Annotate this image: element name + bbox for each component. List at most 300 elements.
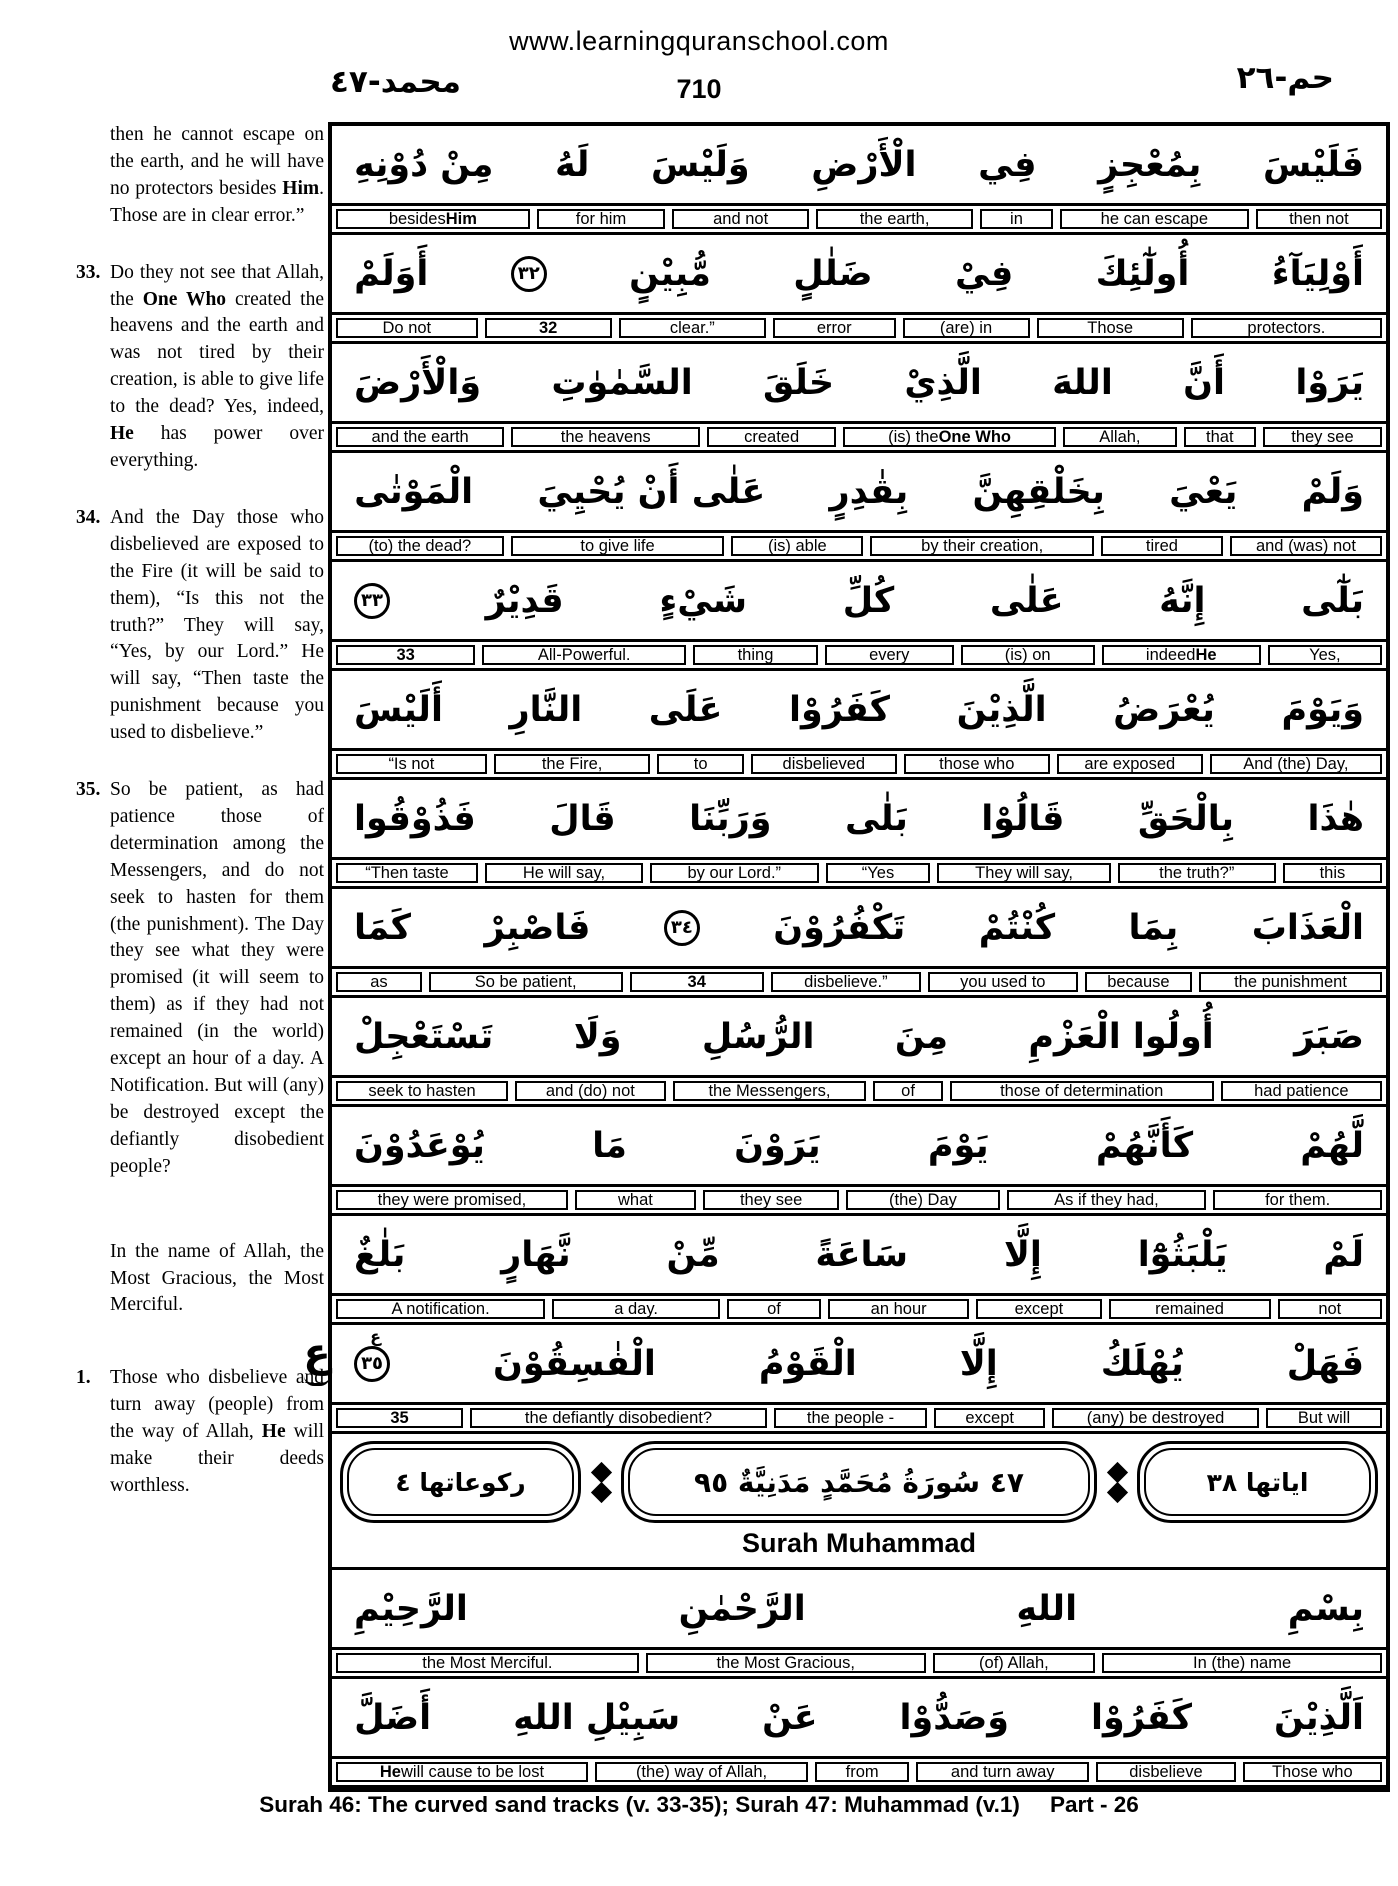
arabic-word: خَلَقَ: [763, 362, 835, 403]
arabic-verse-row: [332, 1679, 1386, 1756]
translation-cell: [336, 1762, 588, 1782]
translation-cell: [336, 754, 487, 774]
text-segment: 32: [538, 318, 558, 337]
translation-cell: [470, 1408, 767, 1428]
translation-cell: [515, 1081, 665, 1101]
text-segment: And (the) Day,: [1243, 754, 1349, 773]
arabic-word: عَلٰى: [989, 580, 1064, 621]
text-segment: he can escape: [1100, 209, 1209, 228]
arabic-word: بِمُعْجِزٍ: [1098, 144, 1202, 185]
translation-paragraph: [76, 1365, 324, 1500]
surah-name-cartouche: ٤٧ سُورَةُ مُحَمَّدٍ مَدَنِيَّةٌ ٩٥: [621, 1441, 1097, 1523]
text-segment: and (do) not: [545, 1081, 635, 1100]
arabic-word: كَمَا: [354, 907, 412, 948]
translation-paragraph: [76, 1239, 324, 1320]
arabic-word: بِخَلْقِهِنَّ: [972, 471, 1105, 512]
translation-cell: [1063, 427, 1177, 447]
translation-cell: [1118, 863, 1276, 883]
text-segment: for them.: [1265, 1190, 1331, 1209]
translation-cell: [916, 1762, 1089, 1782]
arabic-word: وَصَدُّوْا: [899, 1697, 1010, 1738]
text-segment: Allah,: [1099, 427, 1141, 446]
verse-number-arabic: ٣٣: [361, 590, 384, 611]
text-segment: clear.”: [669, 318, 715, 337]
translation-cell: [1057, 754, 1203, 774]
surah46-rows: [332, 126, 1386, 1434]
translation-cell: [1096, 1762, 1235, 1782]
arabic-word: أُولٰٓئِكَ: [1095, 253, 1190, 294]
arabic-word: أَوْلِيَآءُ: [1271, 253, 1364, 294]
arabic-word: يُوْعَدُوْنَ: [354, 1125, 485, 1166]
arabic-word: اللهِ: [1016, 1588, 1078, 1629]
arabic-word: تَكْفُرُوْنَ: [773, 907, 906, 948]
text-segment: (is) on: [1004, 645, 1051, 664]
text-segment: “Then taste: [365, 863, 449, 882]
translation-cell: [937, 863, 1110, 883]
text-segment: an hour: [870, 1299, 927, 1318]
english-translation-column: [76, 122, 324, 1500]
translation-cell: [774, 1408, 927, 1428]
arabic-word: كُنْتُمْ: [978, 907, 1056, 948]
arabic-word: السَّمٰوٰتِ: [551, 362, 693, 403]
text-segment: disbelieve: [1129, 1762, 1203, 1781]
translation-cell: [1191, 318, 1382, 338]
text-segment: 35: [390, 1408, 409, 1427]
text-segment: and not: [713, 209, 769, 228]
text-segment: indeed: [1145, 645, 1196, 664]
text-segment: from: [845, 1762, 879, 1781]
verse-number: 33.: [76, 261, 101, 283]
text-segment: besides: [388, 209, 446, 228]
translation-cell: [630, 972, 764, 992]
translation-cell: [1199, 972, 1382, 992]
arabic-word: مُّبِيْنٍ: [629, 253, 711, 294]
arabic-verse-row: [332, 1216, 1386, 1293]
arabic-word: وَرَبِّنَا: [689, 798, 772, 839]
translation-cell: [672, 209, 809, 229]
text-segment: (the) way of Allah,: [635, 1762, 768, 1781]
arabic-word: لَمْ: [1323, 1234, 1364, 1275]
word-translation-row: [332, 1647, 1386, 1679]
arabic-word: فَاصْبِرْ: [484, 907, 591, 948]
arabic-word: الرُّسُلِ: [701, 1016, 815, 1057]
translation-cell: [707, 427, 836, 447]
arabic-word: بَلٰٓى: [1301, 580, 1364, 621]
text-segment: to: [693, 754, 708, 773]
arabic-verse-row: [332, 126, 1386, 203]
arabic-verse-row: [332, 1570, 1386, 1647]
arabic-word: مِّنْ: [666, 1234, 720, 1275]
text-segment: as: [370, 972, 388, 991]
text-segment: the Most Merciful.: [422, 1653, 553, 1672]
text-segment: 33: [396, 645, 415, 664]
text-segment: disbelieve.”: [804, 972, 888, 991]
surah-title-english: Surah Muhammad: [741, 1528, 977, 1558]
translation-cell: [846, 1190, 999, 1210]
word-by-word-table: [328, 122, 1390, 1792]
translation-cell: [336, 536, 504, 556]
arabic-verse-row: [332, 1325, 1386, 1402]
text-segment: One Who: [142, 288, 227, 310]
word-translation-row: [332, 748, 1386, 780]
text-segment: the truth?”: [1159, 863, 1235, 882]
translation-cell: [1256, 209, 1382, 229]
text-segment: “Is not: [388, 754, 435, 773]
arabic-word: عَلٰى أَنْ يُحْيِيَ: [537, 471, 766, 512]
translation-cell: [826, 863, 931, 883]
translation-cell: [1102, 1653, 1382, 1673]
banner-cartouches: [340, 1441, 1378, 1523]
arabic-word: يَرَوْنَ: [734, 1125, 821, 1166]
text-segment: (is) the: [888, 427, 939, 446]
translation-cell: [703, 1190, 840, 1210]
text-segment: a day.: [614, 1299, 658, 1318]
arabic-word: وَيَوْمَ: [1281, 689, 1364, 730]
arabic-verse-row: [332, 562, 1386, 639]
arabic-word: الْأَرْضِ: [811, 144, 917, 185]
site-url: www.learningquranschool.com: [509, 26, 889, 56]
arabic-word: قَدِيْرٌ: [485, 580, 564, 621]
text-segment: then he cannot escape on the earth, and he will have no protectors besides: [110, 124, 324, 199]
text-segment: . Those are in clear error.”: [110, 177, 324, 226]
arabic-word: فِيْ: [954, 253, 1014, 294]
translation-cell: [816, 209, 973, 229]
text-segment: of: [767, 1299, 781, 1318]
word-translation-row: [332, 1402, 1386, 1434]
translation-cell: [950, 1081, 1214, 1101]
text-segment: those of determination: [1000, 1081, 1164, 1100]
text-segment: and the earth: [371, 427, 469, 446]
translation-cell: [828, 1299, 969, 1319]
arabic-word: الَّذِيْنَ: [956, 689, 1047, 730]
arabic-word: يَوْمَ: [927, 1125, 989, 1166]
translation-cell: [1102, 645, 1261, 665]
text-segment: They will say,: [975, 863, 1073, 882]
text-segment: the Fire,: [541, 754, 603, 773]
text-segment: 34: [687, 972, 706, 991]
text-segment: because: [1107, 972, 1170, 991]
text-segment: the Most Gracious,: [716, 1653, 855, 1672]
word-translation-row: [332, 857, 1386, 889]
arabic-word: النَّارِ: [509, 689, 583, 730]
translation-cell: [903, 318, 1030, 338]
word-translation-row: [332, 312, 1386, 344]
text-segment: you used to: [960, 972, 1046, 991]
arabic-word: الْعَذَابَ: [1251, 907, 1364, 948]
translation-cell: [771, 972, 921, 992]
text-segment: those who: [939, 754, 1015, 773]
verse-number: 1.: [76, 1367, 91, 1389]
text-segment: this: [1319, 863, 1346, 882]
arabic-word: صَبَرَ: [1294, 1016, 1364, 1057]
text-segment: to give life: [580, 536, 655, 555]
translation-cell: [1109, 1299, 1271, 1319]
translation-cell: [336, 1408, 463, 1428]
text-segment: He: [261, 1421, 286, 1443]
verse-number-circle: [511, 256, 547, 292]
arabic-word: إِلَّا: [959, 1343, 998, 1384]
text-segment: As if they had,: [1054, 1190, 1159, 1209]
translation-cell: [646, 1653, 926, 1673]
arabic-word: سَاعَةً: [815, 1234, 909, 1275]
word-translation-row: [332, 421, 1386, 453]
arabic-word: فِي: [978, 144, 1037, 185]
arabic-word: وَالْأَرْضَ: [354, 362, 482, 403]
translation-cell: [1266, 1408, 1382, 1428]
text-segment: (to) the dead?: [368, 536, 472, 555]
translation-cell: [1221, 1081, 1382, 1101]
header-juz-ref: حم-٢٦: [1236, 60, 1334, 96]
arabic-word: عَلَى: [648, 689, 723, 730]
translation-cell: [1101, 536, 1223, 556]
translation-cell: [1007, 1190, 1207, 1210]
text-segment: the defiantly disobedient?: [524, 1408, 713, 1427]
translation-cell: [1230, 536, 1382, 556]
text-segment: Those who: [1271, 1762, 1353, 1781]
text-segment: they were promised,: [377, 1190, 527, 1209]
verse-number-circle: [354, 1326, 390, 1382]
ruku-flourish: [304, 1376, 330, 1386]
translation-cell: [727, 1299, 821, 1319]
arabic-word: أَلَيْسَ: [354, 689, 443, 730]
translation-cell: [336, 318, 478, 338]
text-segment: Him: [445, 209, 477, 228]
text-segment: Him: [282, 177, 320, 199]
verse-number-arabic: ٣٤: [670, 917, 693, 938]
verse-number: 35.: [76, 779, 101, 801]
translation-cell: [1263, 427, 1382, 447]
arabic-word: الْمَوْتٰى: [354, 471, 474, 512]
arabic-word: بِسْمِ: [1287, 1588, 1364, 1629]
arabic-word: بِمَا: [1128, 907, 1179, 948]
translation-cell: [336, 1190, 568, 1210]
text-segment: the earth,: [859, 209, 930, 228]
arabic-word: الرَّحِيْمِ: [354, 1588, 468, 1629]
translation-cell: [537, 209, 666, 229]
translation-cell: [336, 1299, 545, 1319]
footer-part-number: Part - 26: [1049, 1792, 1139, 1817]
surah47-rows: [332, 1570, 1386, 1788]
text-segment: (of) Allah,: [979, 1653, 1049, 1672]
translation-cell: [575, 1190, 696, 1210]
text-segment: every: [869, 645, 910, 664]
text-segment: So be patient,: [474, 972, 577, 991]
text-segment: A notification.: [391, 1299, 490, 1318]
verse-number: 34.: [76, 506, 101, 528]
translation-cell: [751, 754, 897, 774]
translation-cell: [980, 209, 1053, 229]
page-footer: [0, 1792, 1398, 1818]
translation-cell: [336, 863, 478, 883]
word-translation-row: [332, 966, 1386, 998]
text-segment: the Messengers,: [708, 1081, 831, 1100]
text-segment: protectors.: [1247, 318, 1326, 337]
translation-cell: [934, 1408, 1045, 1428]
translation-cell: [1184, 427, 1256, 447]
text-segment: the punishment: [1234, 972, 1347, 991]
word-translation-row: [332, 530, 1386, 562]
arabic-word: بِالْحَقِّ: [1137, 798, 1235, 839]
translation-cell: [336, 427, 504, 447]
translation-cell: [336, 209, 530, 229]
text-segment: the people -: [806, 1408, 895, 1427]
arabic-word: مِنْ دُوْنِهِ: [354, 144, 494, 185]
text-segment: the heavens: [560, 427, 651, 446]
arabic-word: شَيْءٍ: [659, 580, 748, 621]
header-surah-ref: محمد-٤٧: [330, 64, 461, 100]
arabic-word: هٰذَا: [1307, 798, 1364, 839]
arabic-word: الْفٰسِقُوْنَ: [492, 1343, 656, 1384]
translation-cell: [511, 536, 725, 556]
translation-cell: [815, 1762, 909, 1782]
translation-cell: [595, 1762, 808, 1782]
text-segment: created: [744, 427, 800, 446]
arabic-word: الرَّحْمٰنِ: [678, 1588, 806, 1629]
arabic-word: يُعْرَضُ: [1113, 689, 1215, 730]
arabic-verse-row: [332, 235, 1386, 312]
arabic-word: وَلَيْسَ: [651, 144, 750, 185]
ruku-count-cartouche: ركوعاتها ٤: [340, 1441, 581, 1523]
translation-cell: [552, 1299, 720, 1319]
footer-surah-range: Surah 46: The curved sand tracks (v. 33-35); Surah 47: Muhammad (v.1): [259, 1792, 1020, 1817]
text-segment: and (was) not: [1255, 536, 1356, 555]
translation-cell: [693, 645, 818, 665]
text-segment: except: [1014, 1299, 1064, 1318]
arabic-word: كَفَرُوْا: [788, 689, 891, 730]
text-segment: He: [110, 423, 134, 445]
text-segment: are exposed: [1084, 754, 1176, 773]
translation-cell: [485, 318, 612, 338]
translation-cell: [485, 863, 643, 883]
text-segment: created the heavens and the earth and was not tired by their creation, is able to give life to the dead? Yes, indeed,: [110, 288, 324, 418]
arabic-word: يَلْبَثُوْٓا: [1137, 1234, 1228, 1275]
word-translation-row: [332, 1293, 1386, 1325]
arabic-word: إِلَّا: [1003, 1234, 1042, 1275]
translation-cell: [1243, 1762, 1382, 1782]
text-segment: they see: [739, 1190, 803, 1209]
text-segment: had patience: [1254, 1081, 1349, 1100]
translation-cell: [1213, 1190, 1382, 1210]
translation-cell: [1210, 754, 1382, 774]
arabic-word: أَوَلَمْ: [354, 253, 429, 294]
ruku-margin-marker: [299, 1330, 335, 1386]
arabic-word: تَسْتَعْجِلْ: [354, 1016, 494, 1057]
arabic-verse-row: [332, 889, 1386, 966]
translation-cell: [1085, 972, 1192, 992]
translation-cell: [1278, 1299, 1382, 1319]
word-translation-row: [332, 1756, 1386, 1788]
text-segment: He: [379, 1762, 401, 1781]
translation-cell: [494, 754, 651, 774]
translation-cell: [336, 1081, 508, 1101]
translation-cell: [870, 536, 1094, 556]
arabic-word: فَذُوْقُوا: [354, 798, 476, 839]
text-segment: will make their deeds worthless.: [110, 1421, 324, 1496]
translation-cell: [482, 645, 686, 665]
text-segment: by our Lord.”: [687, 863, 782, 882]
arabic-word: إِنَّهُ: [1159, 580, 1206, 621]
text-segment: And the Day those who disbelieved are exposed to the Fire (it will be said to them), “Is this not the truth?” They will say, “Yes, by our Lord.” He will say, “Then taste the punishment because you used to disbelieve.”: [110, 506, 324, 744]
arabic-verse-row: [332, 453, 1386, 530]
translation-cell: [673, 1081, 867, 1101]
text-segment: (are) in: [939, 318, 993, 337]
arabic-word: يُهْلَكُ: [1100, 1343, 1184, 1384]
text-segment: Do not: [382, 318, 432, 337]
arabic-word: وَلَا: [573, 1016, 622, 1057]
text-segment: that: [1206, 427, 1234, 446]
arabic-word: سَبِيْلِ اللهِ: [513, 1697, 681, 1738]
text-segment: “Yes: [861, 863, 895, 882]
arabic-word: نَّهَارٍ: [501, 1234, 571, 1275]
arabic-word: بَلٰغٌ: [354, 1234, 406, 1275]
translation-cell: [976, 1299, 1101, 1319]
word-translation-row: [332, 1184, 1386, 1216]
arabic-word: فَلَيْسَ: [1263, 144, 1364, 185]
translation-cell: [961, 645, 1095, 665]
verse-number-arabic: ٣٢: [517, 263, 540, 284]
text-segment: will cause to be lost: [400, 1762, 545, 1781]
translation-paragraph: [76, 260, 324, 475]
translation-cell: [511, 427, 700, 447]
translation-cell: [619, 318, 766, 338]
arabic-word: يَرَوْا: [1295, 362, 1364, 403]
arabic-word: كَأَنَّهُمْ: [1095, 1125, 1194, 1166]
arabic-verse-row: [332, 671, 1386, 748]
arabic-word: أَنَّ: [1183, 362, 1226, 403]
translation-paragraph: [76, 505, 324, 747]
translation-cell: [336, 645, 475, 665]
translation-cell: [773, 318, 896, 338]
text-segment: In (the) name: [1193, 1653, 1292, 1672]
text-segment: One Who: [938, 427, 1011, 446]
text-segment: He will say,: [522, 863, 606, 882]
text-segment: for him: [575, 209, 627, 228]
text-segment: In the name of Allah, the Most Gracious, the Most Merciful.: [110, 1240, 324, 1316]
word-translation-row: [332, 639, 1386, 671]
ruku-end-marker: ع: [370, 1326, 382, 1346]
text-segment: But will: [1297, 1408, 1351, 1427]
arabic-verse-row: [332, 344, 1386, 421]
arabic-word: فَهَلْ: [1286, 1343, 1364, 1384]
translation-cell: [650, 863, 819, 883]
translation-cell: [928, 972, 1078, 992]
ruku-ain-glyph: ع: [303, 1330, 331, 1376]
text-segment: what: [617, 1190, 653, 1209]
arabic-verse-row: [332, 998, 1386, 1075]
ayat-count-cartouche: اياتها ٣٨: [1137, 1441, 1378, 1523]
translation-cell: [336, 972, 422, 992]
surah-header-banner: [332, 1434, 1386, 1570]
text-segment: not: [1318, 1299, 1342, 1318]
arabic-word: مِنَ: [894, 1016, 949, 1057]
text-segment: He: [1195, 645, 1217, 664]
text-segment: (any) be destroyed: [1086, 1408, 1225, 1427]
translation-paragraph: [76, 777, 324, 1181]
arabic-word: الْقَوْمُ: [758, 1343, 857, 1384]
arabic-word: اَلَّذِيْنَ: [1274, 1697, 1364, 1738]
text-segment: tired: [1145, 536, 1178, 555]
text-segment: So be patient, as had patience those of determination among the Messengers, and do not seek to hasten for them (the punishment). The Day they see what they were promised (it will seem to them) as if they had not remained (in the world) except an hour of a day. A Notification. But will (any) be destroyed except the defiantly disobedient people?: [110, 779, 324, 1177]
translation-cell: [873, 1081, 942, 1101]
text-segment: they see: [1291, 427, 1354, 446]
text-segment: and turn away: [950, 1762, 1055, 1781]
word-translation-row: [332, 1075, 1386, 1107]
arabic-word: لَهُ: [555, 144, 590, 185]
text-segment: Those who disbelieve and turn away (people) from the way of Allah,: [110, 1367, 324, 1443]
text-segment: remained: [1155, 1299, 1224, 1318]
arabic-word: كَفَرُوْا: [1090, 1697, 1193, 1738]
arabic-word: عَنْ: [762, 1697, 818, 1738]
